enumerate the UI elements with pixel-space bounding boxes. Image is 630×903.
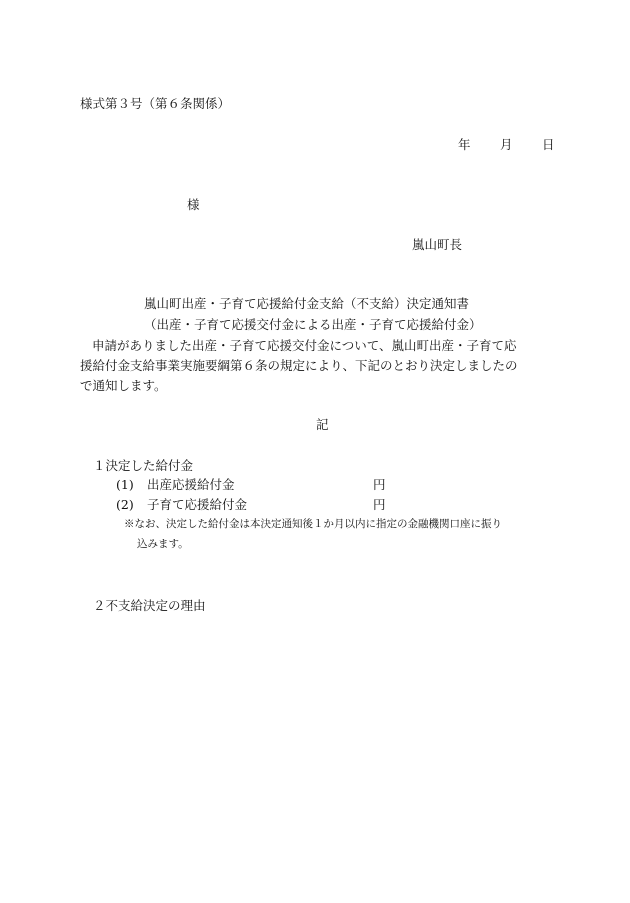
item-label: 子育て応援給付金 [147,497,248,512]
item-label: 出産応援給付金 [147,477,235,492]
date-month: 月 [500,137,513,152]
document-title: 嵐山町出産・子育て応援給付金支給（不支給）決定通知書 [144,296,470,311]
section2-heading: ２不支給決定の理由 [93,598,206,613]
form-number: 様式第３号（第６条関係） [80,96,231,111]
section1-heading: １決定した給付金 [93,458,194,473]
date-year: 年 [458,137,471,152]
ki-heading: 記 [316,417,329,432]
item-unit: 円 [373,477,386,492]
document-subtitle: （出産・子育て応援交付金による出産・子育て応援給付金） [144,317,482,332]
body-line: で通知します。 [80,378,167,393]
payment-note: ※なお、決定した給付金は本決定通知後１か月以内に指定の金融機関口座に振り [124,518,502,530]
item-number: (2) [116,497,134,512]
date-day: 日 [542,137,555,152]
item-number: (1) [116,477,134,492]
payment-note-cont: 込みます。 [137,538,189,550]
item-unit: 円 [373,497,386,512]
issuer: 嵐山町長 [412,237,463,252]
addressee-suffix: 様 [187,197,200,212]
body-line: 申請がありました出産・子育て応援交付金について、嵐山町出産・子育て応 [92,338,517,353]
date-line [458,137,555,153]
body-line: 援給付金支給事業実施要綱第６条の規定により、下記のとおり決定しましたの [80,358,518,373]
